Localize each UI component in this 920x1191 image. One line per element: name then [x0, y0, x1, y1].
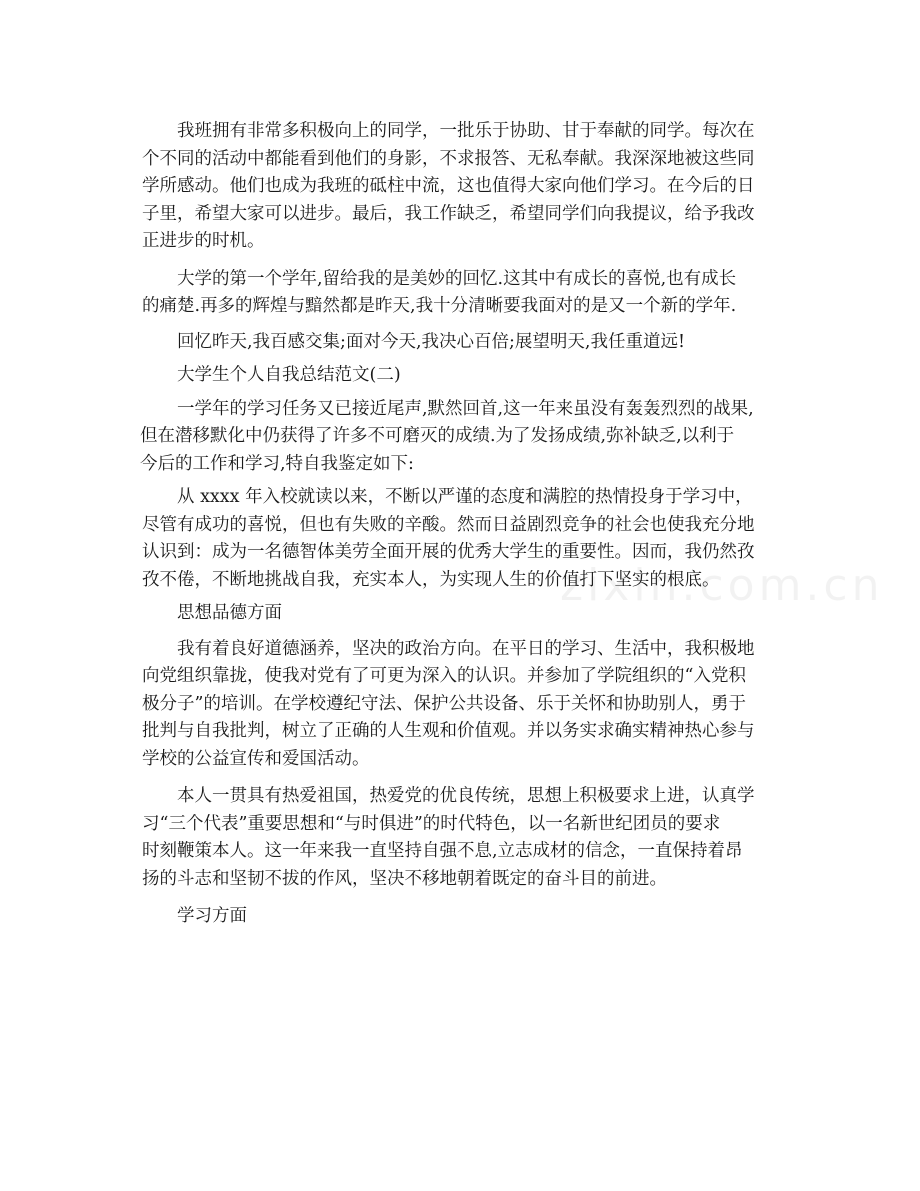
- document-body: [142, 118, 792, 931]
- paragraph-line: 极分子”的培训。在学校遵纪守法、保护公共设备、乐于关怀和协助别人，勇于: [142, 693, 746, 714]
- paragraph-line: 尽管有成功的喜悦，但也有失败的辛酸。然而日益剧烈竞争的社会也使我充分地: [142, 514, 755, 535]
- paragraph-line: 从 xxxx 年入校就读以来，不断以严谨的态度和满腔的热情投身于学习中，: [177, 487, 753, 507]
- paragraph-line: 学所感动。他们也成为我班的砥柱中流，这也值得大家向他们学习。在今后的日: [142, 176, 755, 196]
- paragraph-line: 一学年的学习任务又已接近尾声,默然回首,这一年来虽没有轰轰烈烈的战果,: [177, 398, 754, 419]
- paragraph-line: 子里，希望大家可以进步。最后，我工作缺乏，希望同学们向我提议，给予我改: [142, 203, 755, 224]
- paragraph-line: 学校的公益宣传和爱国活动。: [142, 748, 370, 769]
- paragraph-line: 时刻鞭策本人。这一年来我一直坚持自强不息,立志成材的信念，一直保持着昂: [142, 841, 743, 861]
- paragraph-line: 我有着良好道德涵养，坚决的政治方向。在平日的学习、生活中，我积极地: [177, 638, 755, 659]
- paragraph-line: 正进步的时机。: [142, 231, 265, 251]
- document-content: [142, 118, 792, 931]
- paragraph-gap: [142, 256, 792, 266]
- watermark-text: zixin.com.cn: [560, 560, 884, 611]
- paragraph-line: 回忆昨天,我百感交集;面对今天,我决心百倍;展望明天,我任重道远!: [177, 331, 686, 352]
- paragraph-line: 个不同的活动中都能看到他们的身影，不求报答、无私奉献。我深深地被这些同: [142, 148, 755, 169]
- paragraph-gap: [142, 893, 792, 903]
- paragraph-gap: [142, 321, 792, 329]
- paragraph-line: 大学的第一个学年,留给我的是美妙的回忆.这其中有成长的喜悦,也有成长: [177, 268, 737, 289]
- paragraph-line: 今后的工作和学习,特自我鉴定如下:: [140, 453, 414, 474]
- paragraph-line: 但在潜移默化中仍获得了许多不可磨灭的成绩.为了发扬成绩,弥补缺乏,以利于: [140, 426, 735, 446]
- paragraph-line: 扬的斗志和坚韧不拔的作风，坚决不移地朝着既定的奋斗目的前进。: [142, 868, 667, 889]
- paragraph-line: 我班拥有非常多积极向上的同学，一批乐于协助、甘于奉献的同学。每次在: [177, 121, 755, 141]
- paragraph-line: 孜不倦，不断地挑战自我，充实本人，为实现人生的价值打下坚实的根底。: [142, 569, 720, 590]
- paragraph-line: 本人一贯具有热爱祖国，热爱党的优良传统，思想上积极要求上进，认真学: [177, 786, 755, 806]
- paragraph-line: 习“三个代表”重要思想和“与时俱进”的时代特色，以一名新世纪团员的要求: [142, 813, 721, 834]
- paragraph-line: 向党组织靠拢，使我对党有了可更为深入的认识。并参加了学院组织的“入党积: [142, 666, 746, 686]
- paragraph-line: 认识到：成为一名德智体美劳全面开展的优秀大学生的重要性。因而，我仍然孜: [142, 542, 755, 562]
- paragraph-gap: [142, 773, 792, 783]
- paragraph-line: 大学生个人自我总结范文(二): [177, 365, 401, 385]
- paragraph-line: 批判与自我批判，树立了正确的人生观和价值观。并以务实求确实精神热心参与: [142, 721, 755, 741]
- paragraph-line: 学习方面: [177, 906, 247, 926]
- paragraph-gap: [142, 628, 792, 636]
- paragraph-line: 的痛楚.再多的辉煌与黯然都是昨天,我十分清晰要我面对的是又一个新的学年.: [142, 296, 737, 316]
- paragraph-line: 思想品德方面: [177, 603, 282, 623]
